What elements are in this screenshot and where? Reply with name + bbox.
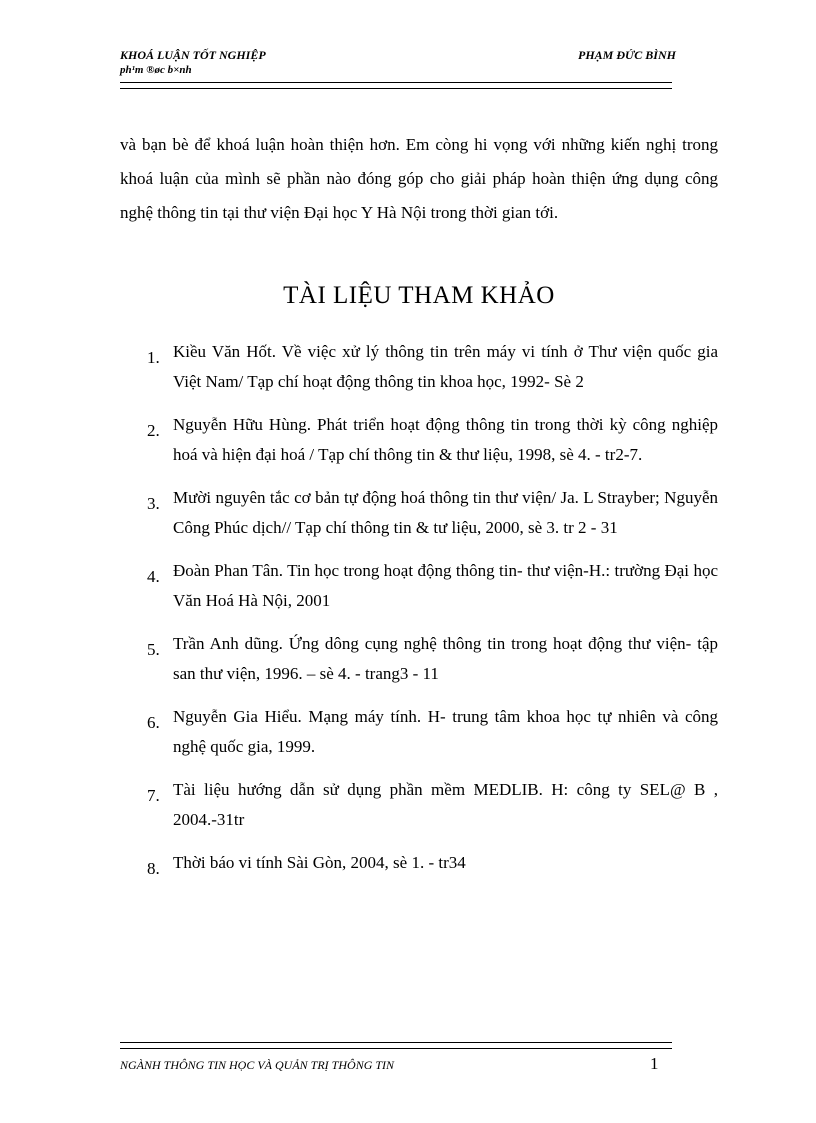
reference-item xyxy=(147,629,718,689)
reference-number: 5. xyxy=(147,640,160,659)
reference-text: Nguyễn Hữu Hùng. Phát triển hoạt động thông tin trong thời kỳ công nghiệp hoá và hiện đại hoá / Tạp chí thông tin & thư liệu, 1998, sè 4. - tr2-7. xyxy=(173,415,718,464)
reference-text: Nguyễn Gia Hiểu. Mạng máy tính. H- trung tâm khoa học tự nhiên và công nghệ quốc gia, 1999. xyxy=(173,707,718,756)
footer-divider xyxy=(120,1042,672,1049)
reference-item xyxy=(147,848,718,878)
page-number: 1 xyxy=(650,1054,659,1073)
reference-item xyxy=(147,556,718,616)
header-subtitle: ph¹m ®øc b×nh xyxy=(120,64,192,76)
footer-text: NGÀNH THÔNG TIN HỌC VÀ QUẢN TRỊ THÔNG TIN xyxy=(120,1058,395,1072)
reference-item xyxy=(147,337,718,397)
reference-item xyxy=(147,410,718,470)
reference-text: Thời báo vi tính Sài Gòn, 2004, sè 1. - tr34 xyxy=(173,853,466,872)
header-divider xyxy=(120,82,672,89)
reference-number: 2. xyxy=(147,421,160,440)
reference-item xyxy=(147,702,718,762)
header-title: KHOÁ LUẬN TỐT NGHIỆP xyxy=(120,48,266,62)
reference-text: Tài liệu hướng dẫn sử dụng phần mềm MEDLIB. H: công ty SEL@ B , 2004.-31tr xyxy=(173,780,718,829)
reference-item xyxy=(147,775,718,835)
references-list xyxy=(147,337,718,891)
reference-number: 6. xyxy=(147,713,160,732)
reference-number: 1. xyxy=(147,348,160,367)
reference-text: Mười nguyên tắc cơ bản tự động hoá thông tin thư viện/ Ja. L Strayber; Nguyễn Công Phúc dịch// Tạp chí thông tin & tư liệu, 2000, sè 3. tr 2 - 31 xyxy=(173,488,718,537)
reference-text: Trần Anh dũng. Ứng dông cụng nghệ thông tin trong hoạt động thư viện- tập san thư viện, 1996. – sè 4. - trang3 - 11 xyxy=(173,634,718,683)
reference-text: Đoàn Phan Tân. Tin học trong hoạt động thông tin- thư viện-H.: trường Đại học Văn Hoá Hà Nội, 2001 xyxy=(173,561,718,610)
reference-item xyxy=(147,483,718,543)
intro-paragraph: và bạn bè để khoá luận hoàn thiện hơn. Em còng hi vọng với những kiến nghị trong khoá luận của mình sẽ phần nào đóng góp cho giải pháp hoàn thiện ứng dụng công nghệ thông tin tại thư viện Đại học Y Hà Nội trong thời gian tới. xyxy=(120,135,718,222)
references-heading: TÀI LIỆU THAM KHẢO xyxy=(283,282,555,309)
header-author: PHẠM ĐỨC BÌNH xyxy=(578,48,676,62)
reference-text: Kiều Văn Hốt. Về việc xử lý thông tin trên máy vi tính ở Thư viện quốc gia Việt Nam/ Tạp chí hoạt động thông tin khoa học, 1992- Sè 2 xyxy=(173,342,718,391)
reference-number: 7. xyxy=(147,786,160,805)
reference-number: 8. xyxy=(147,859,160,878)
reference-number: 4. xyxy=(147,567,160,586)
reference-number: 3. xyxy=(147,494,160,513)
